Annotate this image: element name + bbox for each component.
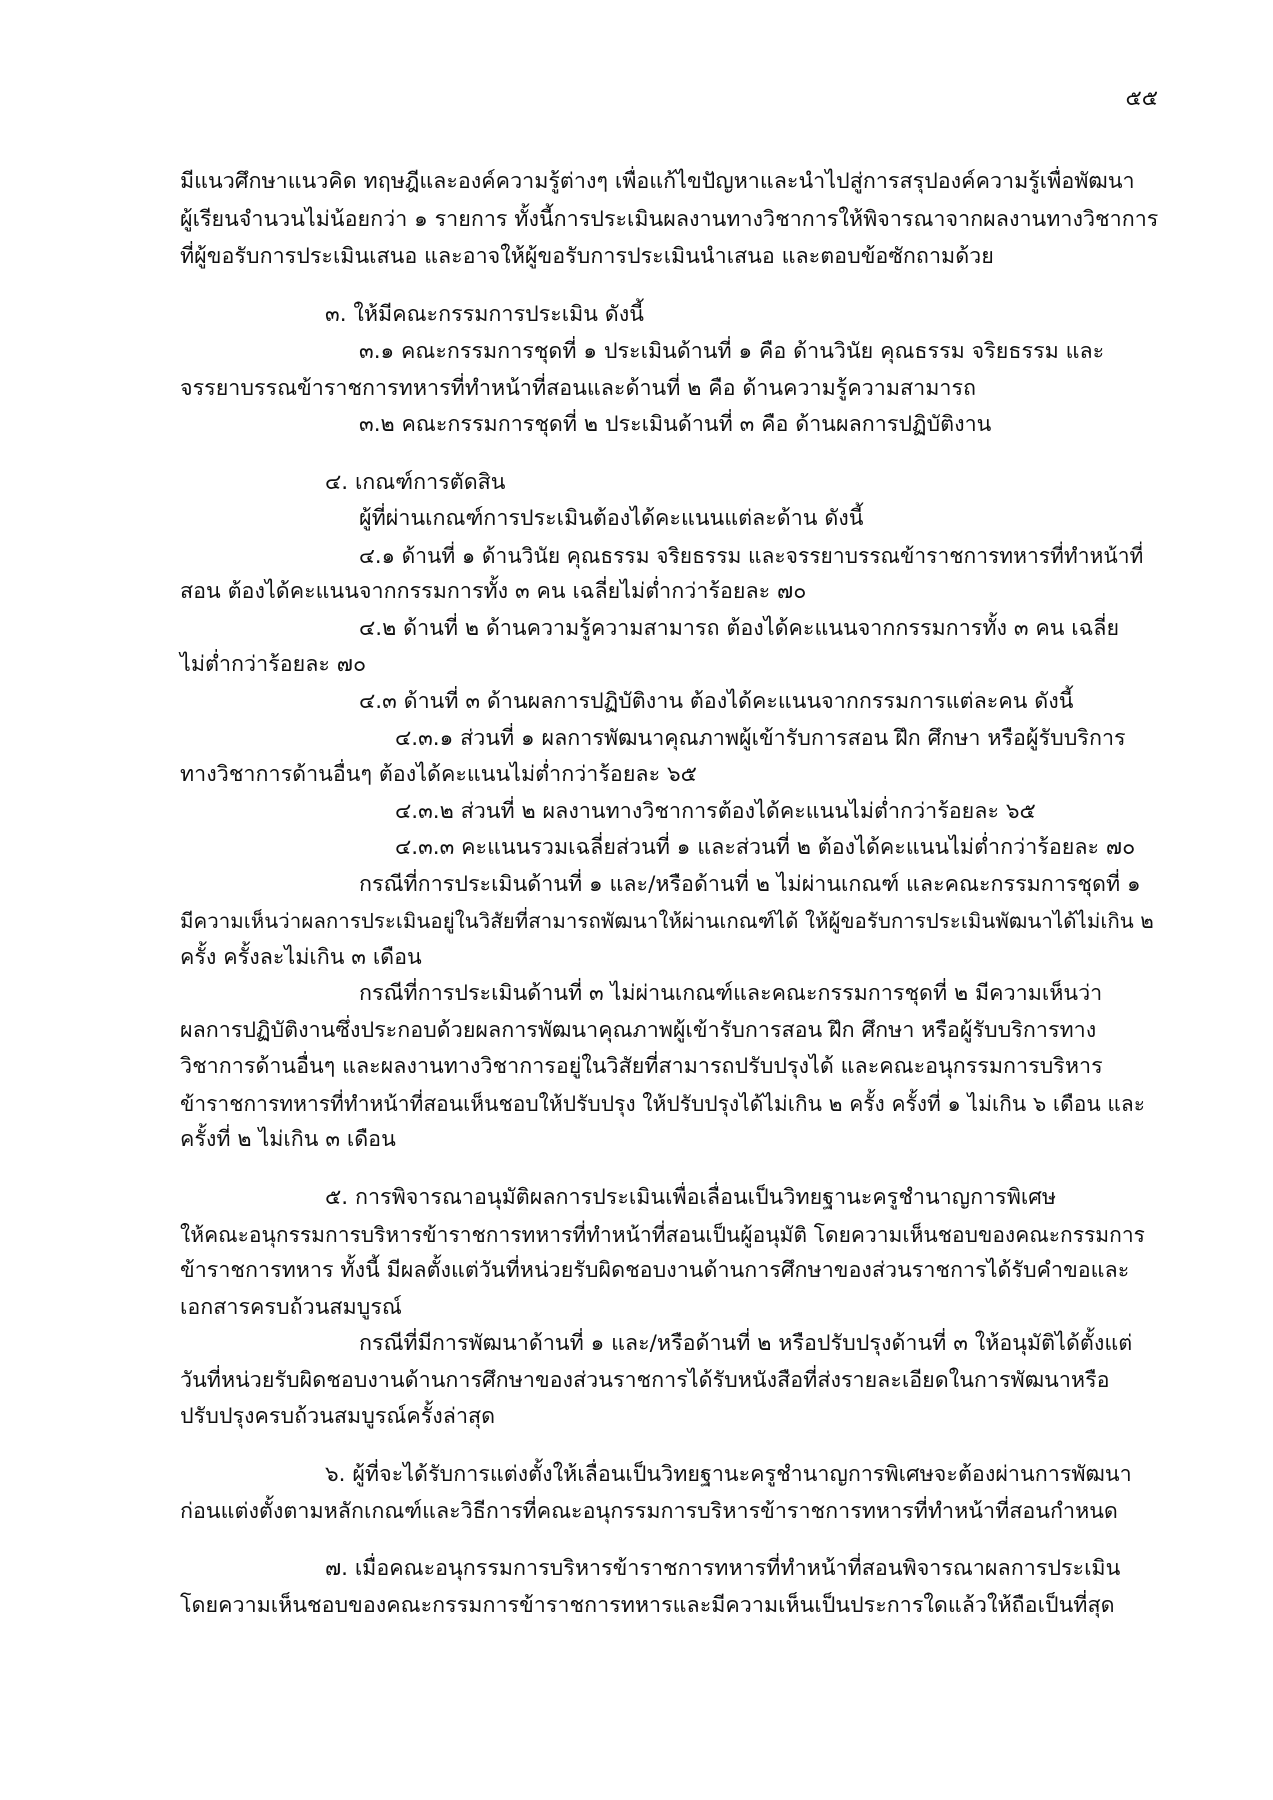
text-line: ทางวิชาการด้านอื่นๆ ต้องได้คะแนนไม่ต่ำกว่าร้อยละ ๖๕ [180, 762, 697, 787]
section-heading-7: ๗. เมื่อคณะอนุกรรมการบริหารข้าราชการทหารที่ทำหน้าที่สอนพิจารณาผลการประเมิน [325, 1556, 1121, 1581]
text-line: ๓.๒ คณะกรรมการชุดที่ ๒ ประเมินด้านที่ ๓ คือ ด้านผลการปฏิบัติงาน [359, 412, 992, 437]
text-line: กรณีที่การประเมินด้านที่ ๑ และ/หรือด้านที่ ๒ ไม่ผ่านเกณฑ์ และคณะกรรมการชุดที่ ๑ [359, 872, 1141, 897]
text-line: ๔.๓.๑ ส่วนที่ ๑ ผลการพัฒนาคุณภาพผู้เข้ารับการสอน ฝึก ศึกษา หรือผู้รับบริการ [395, 726, 1126, 751]
text-line: ก่อนแต่งตั้งตามหลักเกณฑ์และวิธีการที่คณะอนุกรรมการบริหารข้าราชการทหารที่ทำหน้าที่สอนกำหนด [180, 1499, 1118, 1524]
text-line: ผู้ที่ผ่านเกณฑ์การประเมินต้องได้คะแนนแต่ละด้าน ดังนี้ [359, 506, 864, 531]
text-line: ที่ผู้ขอรับการประเมินเสนอ และอาจให้ผู้ขอรับการประเมินนำเสนอ และตอบข้อซักถามด้วย [180, 244, 994, 269]
text-line: ปรับปรุงครบถ้วนสมบูรณ์ครั้งล่าสุด [180, 1404, 496, 1429]
text-line: โดยความเห็นชอบของคณะกรรมการข้าราชการทหารและมีความเห็นเป็นประการใดแล้วให้ถือเป็นที่สุด [180, 1593, 1115, 1618]
text-line: วันที่หน่วยรับผิดชอบงานด้านการศึกษาของส่วนราชการได้รับหนังสือที่ส่งรายละเอียดในการพัฒนาหรือ [180, 1368, 1110, 1393]
text-line: ครั้ง ครั้งละไม่เกิน ๓ เดือน [180, 945, 422, 970]
text-line: ไม่ต่ำกว่าร้อยละ ๗๐ [180, 652, 367, 677]
text-line: กรณีที่การประเมินด้านที่ ๓ ไม่ผ่านเกณฑ์และคณะกรรมการชุดที่ ๒ มีความเห็นว่า [359, 981, 1103, 1006]
text-line: ครั้งที่ ๒ ไม่เกิน ๓ เดือน [180, 1127, 396, 1152]
page-number: ๕๕ [1125, 86, 1158, 111]
text-line: จรรยาบรรณข้าราชการทหารที่ทำหน้าที่สอนและด้านที่ ๒ คือ ด้านความรู้ความสามารถ [180, 376, 977, 401]
text-line: ให้คณะอนุกรรมการบริหารข้าราชการทหารที่ทำหน้าที่สอนเป็นผู้อนุมัติ โดยความเห็นชอบของคณะกรรมการ [180, 1223, 1145, 1247]
text-line: ๓.๑ คณะกรรมการชุดที่ ๑ ประเมินด้านที่ ๑ คือ ด้านวินัย คุณธรรม จริยธรรม และ [359, 339, 1105, 364]
section-heading-3: ๓. ให้มีคณะกรรมการประเมิน ดังนี้ [325, 302, 644, 327]
text-line: มีแนวศึกษาแนวคิด ทฤษฎีและองค์ความรู้ต่างๆ เพื่อแก้ไขปัญหาและนำไปสู่การสรุปองค์ความรู้เพื่อพัฒนา [180, 169, 1135, 194]
section-heading-5: ๕. การพิจารณาอนุมัติผลการประเมินเพื่อเลื่อนเป็นวิทยฐานะครูชำนาญการพิเศษ [325, 1185, 1057, 1210]
text-line: กรณีที่มีการพัฒนาด้านที่ ๑ และ/หรือด้านที่ ๒ หรือปรับปรุงด้านที่ ๓ ให้อนุมัติได้ตั้งแต่ [359, 1331, 1133, 1356]
text-line: ข้าราชการทหาร ทั้งนี้ มีผลตั้งแต่วันที่หน่วยรับผิดชอบงานด้านการศึกษาของส่วนราชการได้รับคำขอและ [180, 1258, 1130, 1283]
text-line: ๔.๓ ด้านที่ ๓ ด้านผลการปฏิบัติงาน ต้องได้คะแนนจากกรรมการแต่ละคน ดังนี้ [359, 689, 1074, 714]
text-line: สอน ต้องได้คะแนนจากกรรมการทั้ง ๓ คน เฉลี่ยไม่ต่ำกว่าร้อยละ ๗๐ [180, 579, 807, 604]
text-line: ผลการปฏิบัติงานซึ่งประกอบด้วยผลการพัฒนาคุณภาพผู้เข้ารับการสอน ฝึก ศึกษา หรือผู้รับบริการทาง [180, 1018, 1097, 1043]
text-line: ๔.๑ ด้านที่ ๑ ด้านวินัย คุณธรรม จริยธรรม และจรรยาบรรณข้าราชการทหารที่ทำหน้าที่ [359, 544, 1144, 568]
text-line: ข้าราชการทหารที่ทำหน้าที่สอนเห็นชอบให้ปรับปรุง ให้ปรับปรุงได้ไม่เกิน ๒ ครั้ง ครั้งที่ ๑ ไม่เกิน ๖ เดือน และ [180, 1092, 1146, 1116]
text-line: เอกสารครบถ้วนสมบูรณ์ [180, 1295, 402, 1320]
section-heading-4: ๔. เกณฑ์การตัดสิน [325, 470, 506, 495]
text-line: ๔.๒ ด้านที่ ๒ ด้านความรู้ความสามารถ ต้องได้คะแนนจากกรรมการทั้ง ๓ คน เฉลี่ย [359, 616, 1120, 641]
section-heading-6: ๖. ผู้ที่จะได้รับการแต่งตั้งให้เลื่อนเป็นวิทยฐานะครูชำนาญการพิเศษจะต้องผ่านการพัฒนา [325, 1462, 1132, 1487]
text-line: มีความเห็นว่าผลการประเมินอยู่ในวิสัยที่สามารถพัฒนาให้ผ่านเกณฑ์ได้ ให้ผู้ขอรับการประเมินพัฒนาได้ไม่เกิน ๒ [180, 909, 1154, 933]
text-line: วิชาการด้านอื่นๆ และผลงานทางวิชาการอยู่ในวิสัยที่สามารถปรับปรุงได้ และคณะอนุกรรมการบริหาร [180, 1054, 1103, 1079]
text-line: ผู้เรียนจำนวนไม่น้อยกว่า ๑ รายการ ทั้งนี้การประเมินผลงานทางวิชาการให้พิจารณาจากผลงานทางวิชาการ [180, 207, 1159, 232]
text-line: ๔.๓.๒ ส่วนที่ ๒ ผลงานทางวิชาการต้องได้คะแนนไม่ต่ำกว่าร้อยละ ๖๕ [395, 799, 1036, 824]
text-line: ๔.๓.๓ คะแนนรวมเฉลี่ยส่วนที่ ๑ และส่วนที่ ๒ ต้องได้คะแนนไม่ต่ำกว่าร้อยละ ๗๐ [395, 835, 1136, 860]
